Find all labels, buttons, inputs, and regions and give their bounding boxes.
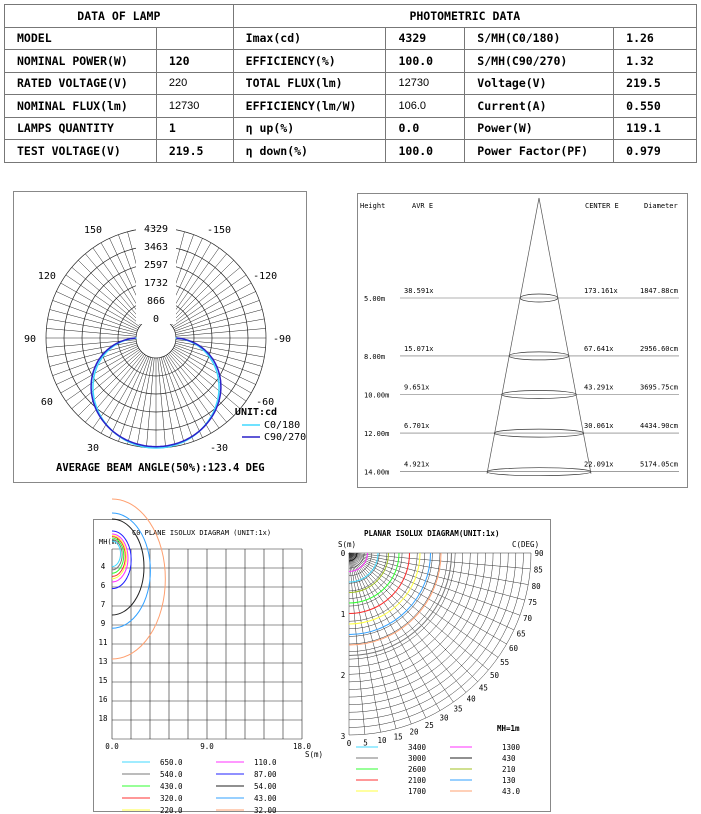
polar-spoke [72,351,141,409]
avr-e-value: 9.651x [404,383,430,392]
c0-y-tick: 15 [98,676,108,685]
c0-y-tick: 6 [100,581,106,590]
planar-angle-tick: 90 [534,549,544,558]
planar-legend-value: 2600 [408,765,427,774]
spec-cell: 119.1 [614,117,697,140]
spec-row [5,27,697,50]
planar-angle-tick: 10 [377,736,387,746]
planar-legend-value: 1300 [502,743,521,752]
c0-legend-value: 87.00 [254,770,277,779]
radial-tick-label: 3463 [143,242,169,254]
planar-spoke [349,553,525,600]
planar-legend-value: 1700 [408,787,427,796]
spec-row [5,140,697,163]
spec-cell: 0.550 [614,95,697,118]
polar-spoke [170,352,234,416]
center-e-value: 173.161x [584,287,618,295]
planar-legend-value: 43.0 [502,787,521,796]
diameter-value: 5174.05cm [640,460,678,469]
planar-legend-value: 3400 [408,743,427,752]
planar-y-tick: 0 [340,549,346,558]
angle-tick-label: 150 [83,224,103,236]
c0-legend-value: 220.0 [160,806,183,814]
planar-mh-label: MH=1m [497,724,520,733]
spec-cell: LAMPS QUANTITY [5,117,157,140]
polar-spoke [72,267,141,325]
polar-spoke [171,267,240,325]
c0-y-tick: 9 [100,619,106,628]
spec-row [5,117,697,140]
c0-legend-value: 110.0 [254,758,277,767]
header-avr-e: AVR E [412,202,434,210]
spec-cell: 106.0 [386,95,465,118]
planar-isolux-title: PLANAR ISOLUX DIAGRAM(UNIT:1x) [364,529,500,538]
spec-cell: 1.32 [614,50,697,73]
polar-spoke [78,352,142,416]
spec-cell: NOMINAL FLUX(lm) [5,95,157,118]
spec-cell: 0.979 [614,140,697,163]
avr-e-value: 38.591x [404,287,434,295]
planar-angle-tick: 0 [346,739,352,748]
c0-y-tick: 18 [98,714,108,723]
angle-tick-label: 90 [23,334,37,345]
planar-angle-tick: 35 [453,704,463,714]
planar-legend-value: 210 [502,765,516,774]
planar-angle-tick: 15 [393,732,403,742]
spec-cell: 100.0 [386,50,465,73]
data-of-lamp-header: DATA OF LAMP [5,5,234,28]
spec-cell: 120 [156,50,233,73]
spec-cell: NOMINAL POWER(W) [5,50,157,73]
planar-angle-tick: 30 [439,713,449,723]
planar-angle-tick: 50 [490,671,500,681]
radial-tick-label: 2597 [143,260,169,272]
polar-spoke [170,260,234,324]
cone-diagram-panel [357,193,688,488]
height-label: 10.00m [364,391,390,400]
c0-legend-value: 430.0 [160,782,183,791]
planar-angle-tick: 5 [363,738,368,748]
polar-spoke [175,343,262,366]
spec-cell: 12730 [386,72,465,95]
planar-y-tick: 3 [340,732,346,741]
spec-cell: 220 [156,72,233,95]
spec-cell: S/MH(C0/180) [465,27,614,50]
angle-tick-label: 120 [37,271,56,282]
polar-spoke [171,351,240,409]
avr-e-value: 15.071x [404,344,434,353]
c0-xlabel: S(m) [305,750,324,759]
polar-spoke [50,343,137,366]
height-label: 12.00m [364,430,390,439]
c0-x-tick: 18.0 [292,742,312,751]
spec-cell: 0.0 [386,117,465,140]
planar-legend-value: 3000 [408,754,427,763]
spec-row [5,72,697,95]
spec-cell: RATED VOLTAGE(V) [5,72,157,95]
angle-tick-label: -30 [209,443,229,455]
c0-y-tick: 16 [98,695,108,704]
planar-angle-tick: 40 [466,694,476,704]
spec-cell: η down(%) [233,140,386,163]
spec-cell: 4329 [386,27,465,50]
polar-spoke [85,353,143,422]
avr-e-value: 6.701x [404,422,430,431]
avr-e-value: 4.921x [404,460,430,469]
isolux-diagrams [94,520,550,814]
planar-angle-tick: 75 [528,598,538,608]
beam-angle-footer: AVERAGE BEAM ANGLE(50%):123.4 DEG [56,462,265,474]
spec-cell: 1 [156,117,233,140]
polar-spoke [50,310,137,333]
height-label: 14.00m [364,468,390,477]
planar-angle-tick: 45 [478,683,488,693]
planar-spoke [349,553,396,729]
planar-y-tick: 2 [340,671,346,680]
center-e-value: 43.291x [584,383,614,392]
spec-cell: 100.0 [386,140,465,163]
c0-legend-value: 540.0 [160,770,183,779]
diameter-value: 4434.90cm [640,422,678,431]
spec-row [5,50,697,73]
photometric-table [4,4,697,163]
polar-spoke [78,260,142,324]
beam-cone-diagram [358,194,687,487]
header-diameter: Diameter [644,202,678,210]
center-e-value: 22.091x [584,460,614,469]
legend-label: C90/270 [264,432,307,443]
c0-legend-value: 32.00 [254,806,277,814]
angle-tick-label: -90 [272,334,292,345]
c0-y-tick: 11 [98,638,108,647]
polar-spoke [85,254,143,323]
c0-x-tick: 0.0 [105,742,119,751]
radial-tick-label: 4329 [143,224,169,235]
c0-ylabel: MH(m) [99,538,121,546]
planar-y-tick: 1 [340,610,346,619]
height-label: 8.00m [364,352,386,361]
spec-cell: Current(A) [465,95,614,118]
c0-isolux-title: C0 PLANE ISOLUX DIAGRAM (UNIT:1x) [132,529,272,537]
angle-tick-label: -60 [256,397,275,408]
legend-title: UNIT:cd [234,407,278,418]
c0-y-tick: 13 [98,657,108,666]
center-e-value: 67.641x [584,344,614,353]
radial-tick-label: 866 [146,295,166,307]
c0-y-tick: 7 [100,600,106,609]
polar-spoke [161,357,184,444]
spec-cell: Power(W) [465,117,614,140]
spec-cell: Power Factor(PF) [465,140,614,163]
angle-tick-label: 30 [86,443,100,455]
c0-legend-value: 650.0 [160,758,183,767]
polar-candela-chart [14,192,306,482]
planar-angle-tick: 60 [509,644,519,653]
planar-spoke [349,553,520,615]
angle-tick-label: -120 [253,271,278,282]
diameter-value: 3695.75cm [640,383,678,392]
polar-chart-panel [13,191,307,483]
c0-legend-value: 43.00 [254,794,277,803]
planar-legend-value: 130 [502,776,516,785]
planar-angle-tick: 80 [531,581,541,591]
polar-spoke [169,254,227,323]
header-height: Height [360,202,386,210]
planar-angle-label: C(DEG) [512,540,540,549]
planar-angle-tick: 55 [500,657,510,667]
legend-label: C0/180 [264,420,301,431]
spec-cell: Imax(cd) [233,27,386,50]
center-e-value: 30.061x [584,422,614,431]
spec-cell: 12730 [156,95,233,118]
polar-spoke [175,310,262,333]
spec-cell: η up(%) [233,117,386,140]
spec-cell: EFFICIENCY(%) [233,50,386,73]
c0-legend-value: 54.00 [254,782,277,791]
header-center-e: CENTER E [585,202,619,210]
spec-cell: TOTAL FLUX(lm) [233,72,386,95]
angle-tick-label: 60 [40,397,53,408]
planar-angle-tick: 25 [424,721,434,731]
planar-angle-tick: 70 [523,613,533,623]
diameter-value: 1847.88cm [640,287,678,295]
planar-legend-value: 430 [502,754,516,763]
radial-tick-label: 0 [152,314,160,325]
diameter-value: 2956.60cm [640,344,678,353]
planar-angle-tick: 65 [516,629,526,639]
height-label: 5.00m [364,295,386,303]
spec-row [5,95,697,118]
spec-cell: EFFICIENCY(lm/W) [233,95,386,118]
spec-cell: MODEL [5,27,157,50]
c0-x-tick: 9.0 [200,742,214,751]
c0-legend-value: 320.0 [160,794,183,803]
planar-ylabel: S(m) [338,540,357,549]
polar-spoke [128,357,151,444]
radial-tick-label: 1732 [143,277,169,289]
angle-tick-label: -150 [206,224,232,236]
photometric-data-header: PHOTOMETRIC DATA [233,5,696,28]
polar-spoke [169,353,227,422]
isolux-panel [93,519,551,812]
planar-spoke [349,553,411,724]
spec-cell: S/MH(C90/270) [465,50,614,73]
planar-legend-value: 2100 [408,776,427,785]
planar-angle-tick: 85 [533,565,543,575]
spec-cell: 1.26 [614,27,697,50]
c0-y-tick: 4 [100,562,106,571]
spec-cell: Voltage(V) [465,72,614,95]
planar-angle-tick: 20 [409,727,419,737]
spec-cell: TEST VOLTAGE(V) [5,140,157,163]
spec-cell: 219.5 [156,140,233,163]
spec-cell: 219.5 [614,72,697,95]
spec-cell [156,27,233,50]
